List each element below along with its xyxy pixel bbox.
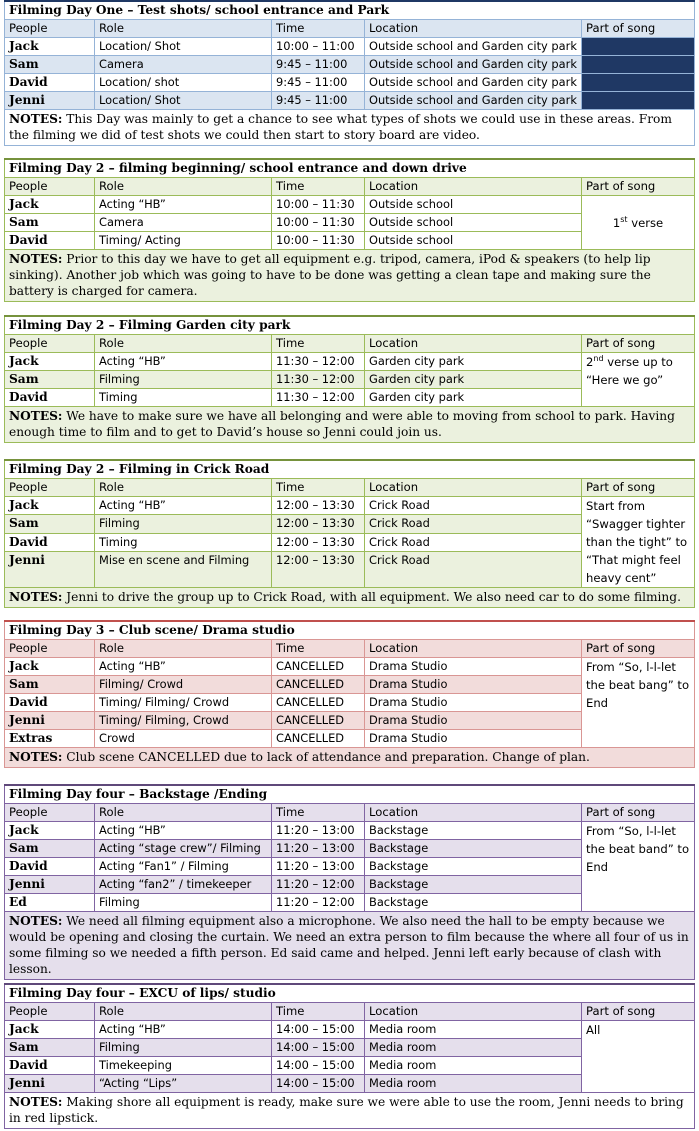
section-title: Filming Day One – Test shots/ school entrance and Park (5, 1, 695, 20)
role-cell: Location/ shot (95, 74, 272, 92)
location-cell: Crick Road (365, 497, 582, 515)
header-song: Part of song (582, 640, 695, 658)
header-people: People (5, 640, 95, 658)
person-cell: Sam (5, 56, 95, 74)
table-row (5, 92, 695, 110)
role-cell: Crowd (95, 730, 272, 748)
section-title: Filming Day four – Backstage /Ending (5, 785, 695, 804)
header-song: Part of song (582, 178, 695, 196)
time-cell: 12:00 – 13:30 (272, 533, 365, 551)
header-song: Part of song (582, 804, 695, 822)
person-cell: Jenni (5, 1075, 95, 1093)
header-location: Location (365, 178, 582, 196)
header-location: Location (365, 335, 582, 353)
location-cell: Media room (365, 1057, 582, 1075)
location-cell: Outside school (365, 232, 582, 250)
location-cell: Outside school and Garden city park (365, 74, 582, 92)
header-people: People (5, 479, 95, 497)
header-people: People (5, 178, 95, 196)
header-song: Part of song (582, 335, 695, 353)
section-title: Filming Day 3 – Club scene/ Drama studio (5, 621, 695, 640)
role-cell: Acting “stage crew”/ Filming (95, 840, 272, 858)
role-cell: Camera (95, 214, 272, 232)
time-cell: 14:00 – 15:00 (272, 1021, 365, 1039)
person-cell: Sam (5, 676, 95, 694)
time-cell: 10:00 – 11:30 (272, 214, 365, 232)
location-cell: Drama Studio (365, 676, 582, 694)
time-cell: CANCELLED (272, 658, 365, 676)
role-cell: Location/ Shot (95, 38, 272, 56)
song-cell-filled (582, 74, 695, 92)
table-row (5, 1021, 695, 1039)
role-cell: Acting “HB” (95, 822, 272, 840)
notes-label: NOTES: (9, 1095, 63, 1109)
header-role: Role (95, 479, 272, 497)
song-cell: 2nd verse up to “Here we go” (582, 353, 695, 407)
notes-cell (5, 1093, 695, 1129)
header-time: Time (272, 20, 365, 38)
header-role: Role (95, 335, 272, 353)
notes-text: Club scene CANCELLED due to lack of attendance and preparation. Change of plan. (66, 750, 590, 764)
time-cell: 11:30 – 12:00 (272, 389, 365, 407)
schedule-day-two-school (4, 158, 694, 302)
table-row (5, 497, 695, 515)
time-cell: 12:00 – 13:30 (272, 515, 365, 533)
song-cell: All (582, 1021, 695, 1093)
location-cell: Garden city park (365, 371, 582, 389)
header-role: Role (95, 640, 272, 658)
person-cell: Extras (5, 730, 95, 748)
header-role: Role (95, 178, 272, 196)
role-cell: Mise en scene and Filming (95, 552, 272, 588)
person-cell: Jack (5, 196, 95, 214)
person-cell: Jack (5, 353, 95, 371)
song-cell: Start from “Swagger tighter than the tight” to “That might feel heavy cent” (582, 497, 695, 588)
song-cell: From “So, l-l-let the beat bang” to End (582, 658, 695, 748)
time-cell: 11:20 – 12:00 (272, 876, 365, 894)
section-title: Filming Day 2 – filming beginning/ school entrance and down drive (5, 159, 695, 178)
location-cell: Media room (365, 1075, 582, 1093)
header-location: Location (365, 640, 582, 658)
role-cell: Acting “Fan1” / Filming (95, 858, 272, 876)
header-location: Location (365, 20, 582, 38)
time-cell: 10:00 – 11:30 (272, 232, 365, 250)
notes-cell (5, 110, 695, 146)
notes-label: NOTES: (9, 252, 63, 266)
table-row (5, 56, 695, 74)
notes-text: Making shore all equipment is ready, make sure we were able to use the room, Jenni needs to bring in red lipstick. (9, 1095, 684, 1125)
role-cell: Timing/ Filming, Crowd (95, 712, 272, 730)
table-row (5, 74, 695, 92)
person-cell: Sam (5, 840, 95, 858)
time-cell: 10:00 – 11:00 (272, 38, 365, 56)
person-cell: Jenni (5, 712, 95, 730)
person-cell: Jack (5, 1021, 95, 1039)
header-people: People (5, 20, 95, 38)
header-time: Time (272, 640, 365, 658)
location-cell: Drama Studio (365, 694, 582, 712)
time-cell: 14:00 – 15:00 (272, 1039, 365, 1057)
notes-cell (5, 250, 695, 302)
location-cell: Garden city park (365, 353, 582, 371)
role-cell: Timing/ Filming/ Crowd (95, 694, 272, 712)
song-cell-filled (582, 38, 695, 56)
notes-text: Jenni to drive the group up to Crick Road, with all equipment. We also need car to do some filming. (66, 590, 681, 604)
table-row (5, 658, 695, 676)
location-cell: Outside school (365, 196, 582, 214)
song-cell: 1st verse (582, 196, 695, 250)
location-cell: Backstage (365, 858, 582, 876)
header-role: Role (95, 804, 272, 822)
notes-cell (5, 748, 695, 768)
person-cell: David (5, 1057, 95, 1075)
header-song: Part of song (582, 20, 695, 38)
person-cell: David (5, 694, 95, 712)
role-cell: Acting “HB” (95, 353, 272, 371)
person-cell: Sam (5, 371, 95, 389)
header-time: Time (272, 178, 365, 196)
location-cell: Backstage (365, 822, 582, 840)
role-cell: Filming (95, 515, 272, 533)
schedule-day-four-lips (4, 983, 694, 1129)
header-time: Time (272, 479, 365, 497)
person-cell: David (5, 74, 95, 92)
header-time: Time (272, 804, 365, 822)
table-row (5, 353, 695, 371)
role-cell: Acting “fan2” / timekeeper (95, 876, 272, 894)
notes-text: We need all filming equipment also a microphone. We also need the hall to be empty because we would be opening and closing the curtain. We need an extra person to film because the where all four of us in some filming so we needed a fifth person. Ed said came and helped. Jenni left early because of clash with lesson. (9, 914, 689, 976)
role-cell: Timekeeping (95, 1057, 272, 1075)
time-cell: 10:00 – 11:30 (272, 196, 365, 214)
time-cell: CANCELLED (272, 676, 365, 694)
header-people: People (5, 1003, 95, 1021)
location-cell: Crick Road (365, 552, 582, 588)
section-title: Filming Day four – EXCU of lips/ studio (5, 984, 695, 1003)
notes-label: NOTES: (9, 590, 63, 604)
header-role: Role (95, 20, 272, 38)
time-cell: 11:20 – 13:00 (272, 840, 365, 858)
song-cell-filled (582, 92, 695, 110)
schedule-day-three-club (4, 620, 694, 768)
time-cell: 14:00 – 15:00 (272, 1075, 365, 1093)
time-cell: 11:20 – 13:00 (272, 822, 365, 840)
header-time: Time (272, 335, 365, 353)
header-people: People (5, 335, 95, 353)
person-cell: Jenni (5, 92, 95, 110)
location-cell: Drama Studio (365, 712, 582, 730)
time-cell: 11:20 – 13:00 (272, 858, 365, 876)
person-cell: Jack (5, 497, 95, 515)
notes-cell (5, 407, 695, 443)
song-cell-filled (582, 56, 695, 74)
person-cell: Sam (5, 214, 95, 232)
header-time: Time (272, 1003, 365, 1021)
time-cell: CANCELLED (272, 694, 365, 712)
role-cell: Camera (95, 56, 272, 74)
notes-label: NOTES: (9, 409, 63, 423)
location-cell: Drama Studio (365, 658, 582, 676)
notes-label: NOTES: (9, 112, 63, 126)
role-cell: Timing (95, 389, 272, 407)
location-cell: Outside school and Garden city park (365, 56, 582, 74)
role-cell: “Acting “Lips” (95, 1075, 272, 1093)
person-cell: Sam (5, 1039, 95, 1057)
location-cell: Outside school and Garden city park (365, 92, 582, 110)
notes-label: NOTES: (9, 914, 63, 928)
person-cell: David (5, 389, 95, 407)
schedule-day-two-crick-road (4, 459, 694, 608)
schedule-day-two-park (4, 315, 694, 443)
person-cell: Jenni (5, 876, 95, 894)
header-song: Part of song (582, 479, 695, 497)
time-cell: 11:20 – 12:00 (272, 894, 365, 912)
location-cell: Crick Road (365, 515, 582, 533)
person-cell: David (5, 858, 95, 876)
person-cell: Jenni (5, 552, 95, 588)
location-cell: Media room (365, 1021, 582, 1039)
location-cell: Media room (365, 1039, 582, 1057)
notes-cell (5, 912, 695, 980)
time-cell: 12:00 – 13:30 (272, 552, 365, 588)
location-cell: Outside school and Garden city park (365, 38, 582, 56)
table-row (5, 196, 695, 214)
section-title: Filming Day 2 – Filming Garden city park (5, 316, 695, 335)
role-cell: Acting “HB” (95, 196, 272, 214)
time-cell: CANCELLED (272, 730, 365, 748)
person-cell: Jack (5, 822, 95, 840)
location-cell: Garden city park (365, 389, 582, 407)
role-cell: Filming (95, 371, 272, 389)
time-cell: 12:00 – 13:30 (272, 497, 365, 515)
time-cell: 9:45 – 11:00 (272, 74, 365, 92)
song-cell: From “So, l-l-let the beat band” to End (582, 822, 695, 912)
notes-label: NOTES: (9, 750, 63, 764)
notes-text: This Day was mainly to get a chance to see what types of shots we could use in these areas. From the filming we did of test shots we could then start to story board are video. (9, 112, 672, 142)
person-cell: Sam (5, 515, 95, 533)
person-cell: Jack (5, 38, 95, 56)
time-cell: 11:30 – 12:00 (272, 371, 365, 389)
location-cell: Drama Studio (365, 730, 582, 748)
location-cell: Crick Road (365, 533, 582, 551)
role-cell: Filming (95, 1039, 272, 1057)
time-cell: 14:00 – 15:00 (272, 1057, 365, 1075)
role-cell: Filming/ Crowd (95, 676, 272, 694)
notes-cell (5, 588, 695, 608)
location-cell: Backstage (365, 876, 582, 894)
person-cell: David (5, 533, 95, 551)
notes-text: Prior to this day we have to get all equipment e.g. tripod, camera, iPod & speakers (to help lip sinking). Another job which was going to have to be done was getting a clean tape and making sure the battery is charged for camera. (9, 252, 651, 298)
table-row (5, 822, 695, 840)
header-location: Location (365, 479, 582, 497)
role-cell: Acting “HB” (95, 658, 272, 676)
person-cell: David (5, 232, 95, 250)
location-cell: Outside school (365, 214, 582, 232)
role-cell: Filming (95, 894, 272, 912)
role-cell: Acting “HB” (95, 497, 272, 515)
header-role: Role (95, 1003, 272, 1021)
location-cell: Backstage (365, 840, 582, 858)
header-location: Location (365, 804, 582, 822)
time-cell: 9:45 – 11:00 (272, 92, 365, 110)
location-cell: Backstage (365, 894, 582, 912)
schedule-day-four-backstage (4, 784, 694, 980)
time-cell: 11:30 – 12:00 (272, 353, 365, 371)
schedule-day-one (4, 0, 694, 146)
time-cell: 9:45 – 11:00 (272, 56, 365, 74)
header-people: People (5, 804, 95, 822)
role-cell: Timing/ Acting (95, 232, 272, 250)
section-title: Filming Day 2 – Filming in Crick Road (5, 460, 695, 479)
person-cell: Ed (5, 894, 95, 912)
role-cell: Acting “HB” (95, 1021, 272, 1039)
person-cell: Jack (5, 658, 95, 676)
time-cell: CANCELLED (272, 712, 365, 730)
header-location: Location (365, 1003, 582, 1021)
table-row (5, 38, 695, 56)
role-cell: Location/ Shot (95, 92, 272, 110)
notes-text: We have to make sure we have all belonging and were able to moving from school to park. Having enough time to film and to get to David’s house so Jenni could join us. (9, 409, 675, 439)
role-cell: Timing (95, 533, 272, 551)
header-song: Part of song (582, 1003, 695, 1021)
